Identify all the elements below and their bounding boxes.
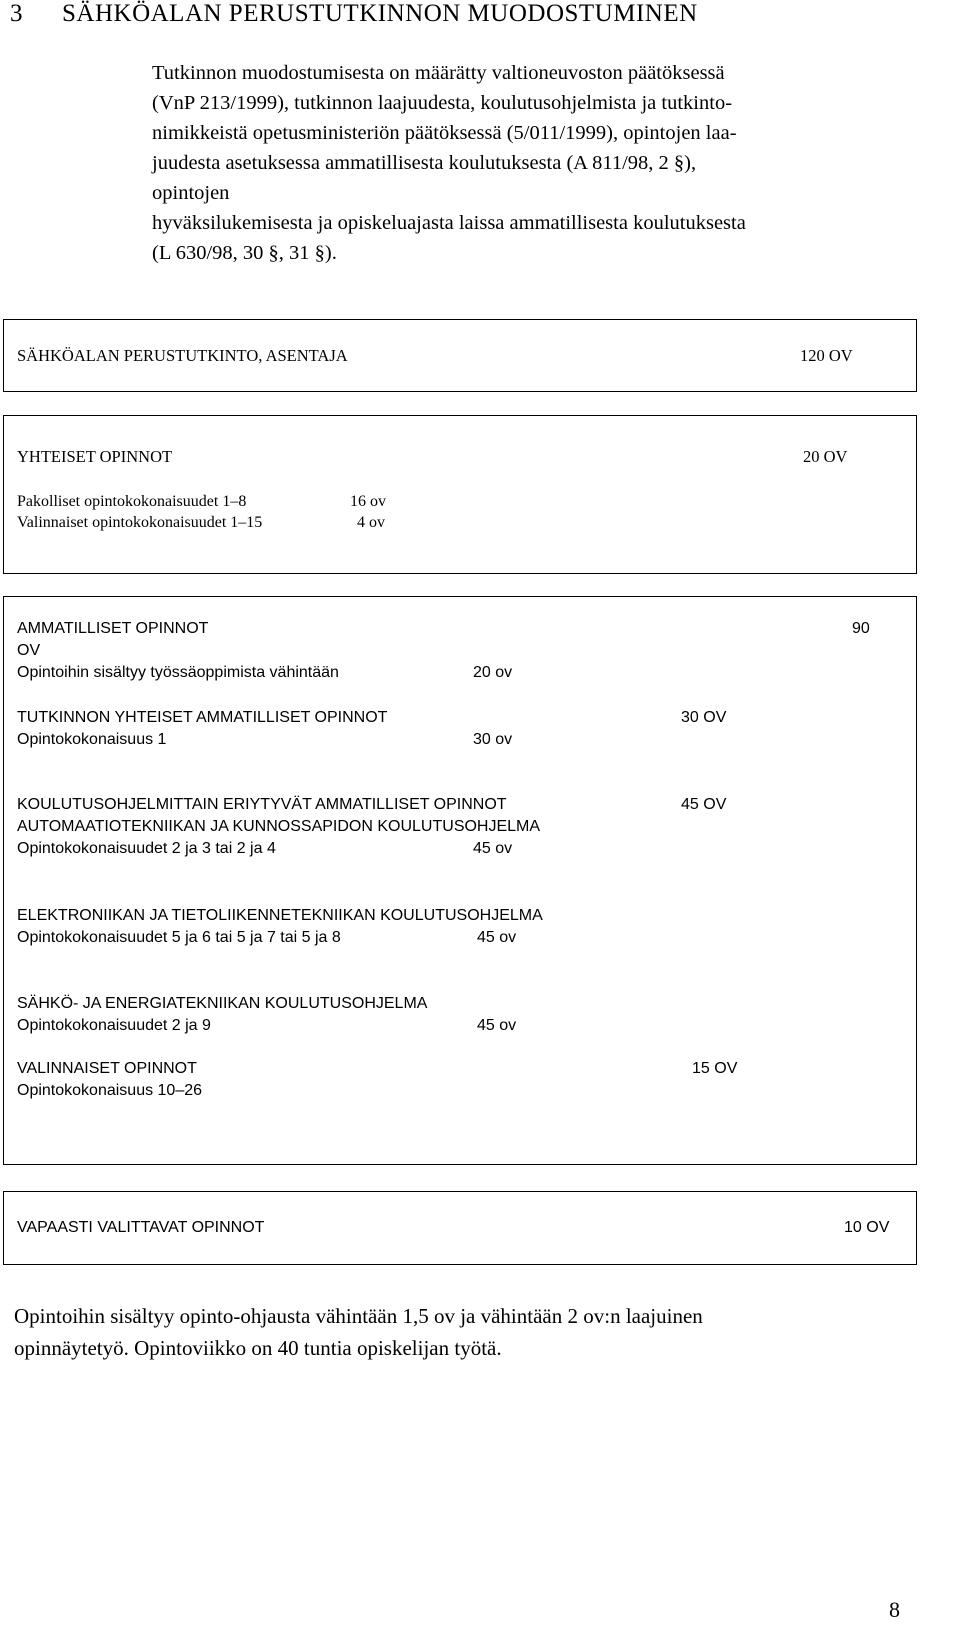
programme-name: ELEKTRONIIKAN JA TIETOLIIKENNETEKNIIKAN KOULUTUSOHJELMA: [17, 907, 543, 924]
programme-name: SÄHKÖ- JA ENERGIATEKNIIKAN KOULUTUSOHJELMA: [17, 995, 428, 1012]
section-number: 3: [10, 0, 23, 27]
footer-line: opinnäytetyö. Opintoviikko on 40 tuntia opiskelijan työtä.: [14, 1336, 502, 1360]
footer-paragraph: [14, 1300, 703, 1364]
page-number: 8: [889, 1597, 900, 1622]
vocational-total-unit: OV: [17, 642, 41, 659]
programme-value: 45 ov: [473, 840, 513, 857]
intro-line: (L 630/98, 30 §, 31 §).: [152, 242, 337, 264]
common-vocational-title: TUTKINNON YHTEISET AMMATILLISET OPINNOT: [17, 709, 388, 726]
common-row-value: 16 ov: [350, 493, 386, 510]
degree-total: 120 OV: [800, 346, 853, 365]
free-choice-total: 10 OV: [844, 1219, 890, 1236]
common-studies-box: [3, 415, 917, 574]
degree-box: [3, 319, 917, 392]
workplace-learning-label: Opintoihin sisältyy työssäoppimista vähintään: [17, 664, 339, 681]
section-title: SÄHKÖALAN PERUSTUTKINNON MUODOSTUMINEN: [62, 0, 698, 27]
common-vocational-row-label: Opintokokonaisuus 1: [17, 731, 167, 748]
intro-line: (VnP 213/1999), tutkinnon laajuudesta, koulutusohjelmista ja tutkinto-: [152, 92, 733, 114]
workplace-learning-value: 20 ov: [473, 664, 513, 681]
footer-line: Opintoihin sisältyy opinto-ohjausta vähintään 1,5 ov ja vähintään 2 ov:n laajuinen: [14, 1304, 703, 1328]
free-choice-title: VAPAASTI VALITTAVAT OPINNOT: [17, 1219, 265, 1236]
programme-label: Opintokokonaisuudet 2 ja 9: [17, 1017, 211, 1034]
common-row-label: Valinnaiset opintokokonaisuudet 1–15: [17, 514, 263, 531]
vocational-title: AMMATILLISET OPINNOT: [17, 620, 209, 637]
intro-paragraph: [152, 58, 746, 268]
programme-label: Opintokokonaisuudet 5 ja 6 tai 5 ja 7 tai 5 ja 8: [17, 929, 341, 946]
intro-line: nimikkeistä opetusministeriön päätöksessä (5/011/1999), opintojen laa-: [152, 122, 737, 144]
elective-studies-label: Opintokokonaisuus 10–26: [17, 1082, 203, 1099]
common-studies-total: 20 OV: [803, 447, 848, 466]
common-studies-title: YHTEISET OPINNOT: [17, 447, 173, 466]
intro-line: opintojen: [152, 182, 230, 204]
intro-line: juudesta asetuksessa ammatillisesta koulutuksesta (A 811/98, 2 §),: [152, 152, 697, 174]
free-choice-box: [3, 1191, 917, 1265]
vocational-total-number: 90: [852, 620, 870, 637]
programme-name: AUTOMAATIOTEKNIIKAN JA KUNNOSSAPIDON KOULUTUSOHJELMA: [17, 818, 541, 835]
common-vocational-total: 30 OV: [681, 709, 727, 726]
intro-line: hyväksilukemisesta ja opiskeluajasta laissa ammatillisesta koulutuksesta: [152, 212, 746, 234]
elective-studies-total: 15 OV: [692, 1060, 738, 1077]
common-vocational-row-value: 30 ov: [473, 731, 513, 748]
vocational-studies-box: [3, 596, 917, 1165]
programme-value: 45 ov: [477, 929, 517, 946]
intro-line: Tutkinnon muodostumisesta on määrätty valtioneuvoston päätöksessä: [152, 62, 725, 84]
common-row-label: Pakolliset opintokokonaisuudet 1–8: [17, 493, 247, 510]
programme-studies-total: 45 OV: [681, 796, 727, 813]
programme-value: 45 ov: [477, 1017, 517, 1034]
elective-studies-title: VALINNAISET OPINNOT: [17, 1060, 197, 1077]
programme-studies-title: KOULUTUSOHJELMITTAIN ERIYTYVÄT AMMATILLISET OPINNOT: [17, 796, 507, 813]
common-row-value: 4 ov: [357, 514, 385, 531]
degree-title: SÄHKÖALAN PERUSTUTKINTO, ASENTAJA: [17, 346, 348, 365]
programme-label: Opintokokonaisuudet 2 ja 3 tai 2 ja 4: [17, 840, 276, 857]
